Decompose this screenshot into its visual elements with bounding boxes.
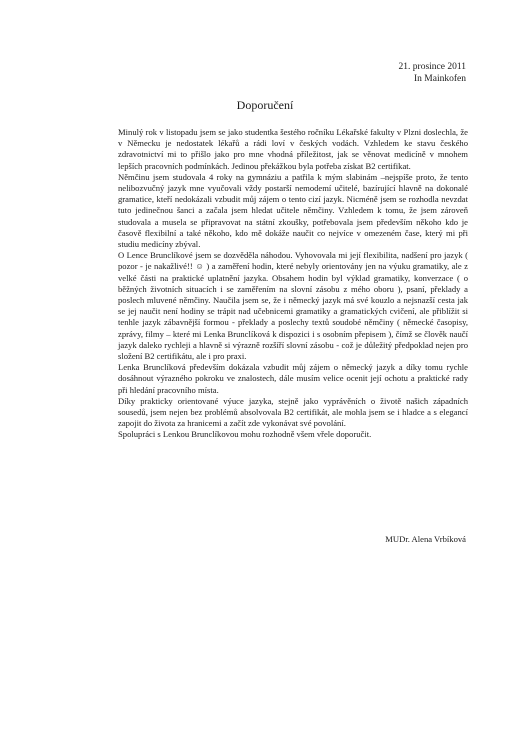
- paragraph-about-teacher: O Lence Brunclíkové jsem se dozvěděla náhodou. Vyhovovala mi její flexibilita, nadšení pro jazyk ( pozor - je nakažlivé!! ☺ ) a zaměření hodin, které nebyly orientovány jen na výuku gramatiky, ale z velké části na praktické uplatnění jazyka. Obsahem hodin byl výklad gramatiky, konverzace ( o běžných životních situacích i se zaměřením na slovní zásobu z mého oboru ), psaní, překlady a poslech mluvené němčiny. Naučila jsem se, že i německý jazyk má své kouzlo a nejsnazší cesta jak se jej naučit není hodiny se trápit nad učebnicemi gramatiky a gramatických cvičení, ale přiblížit si tenhle jazyk zábavnější formou - překlady a poslechy textů soudobé němčiny ( německé časopisy, zprávy, filmy – které mi Lenka Brunclíková k dispozici i s osobním přepisem ), čímž se člověk naučí jazyk daleko rychleji a hlavně si výrazně rozšíří slovní zásobu - což je důležitý předpoklad nejen pro složení B2 certifikátu, ale i pro praxi.: [118, 250, 468, 362]
- signature-name: MUDr. Alena Vrbíková: [385, 534, 466, 544]
- paragraph-german-study: Němčinu jsem studovala 4 roky na gymnáziu a patřila k mým slabinám –nejspíše proto, že tento nelibozvučný jazyk mne vyučovali vždy postarší nemodemí učitelé, bazírující hlavně na dokonalé gramatice, kteří nedokázali vzbudit můj zájem o tento cizí jazyk. Nicméně jsem se rozhodla nevzdat tuto jedinečnou šanci a začala jsem hledat učitele němčiny. Vzhledem k tomu, že jsem zároveň studovala a musela se připravovat na státní zkoušky, potřebovala jsem především někoho kdo je časově flexibilní a také někoho, kdo mě dokáže naučit co nejvíce v omezeném čase, který mi při studiu medicíny zbýval.: [118, 171, 468, 250]
- paragraph-progress: Lenka Brunclíková především dokázala vzbudit můj zájem o německý jazyk a díky tomu rychle dosáhnout výrazného pokroku ve znalostech, dále musím velice ocenit její ochotu a praktické rady při hledání pracovního místa.: [118, 362, 468, 395]
- paragraph-outcome: Díky prakticky orientované výuce jazyka, stejně jako vyprávěních o životě našich západních sousedů, jsem nejen bez problémů absolvovala B2 certifikát, ale mohla jsem se i hladce a s elegancí zapojit do života za hranicemi a začít zde vykonávat své povolání.: [118, 395, 468, 429]
- letter-body: [118, 127, 468, 441]
- paragraph-recommendation: Spolupráci s Lenkou Brunclíkovou mohu rozhodně všem vřele doporučit.: [118, 429, 372, 440]
- date-place-block: [399, 62, 466, 85]
- paragraph-intro: Minulý rok v listopadu jsem se jako studentka šestého ročníku Lékařské fakulty v Plzni doslechla, že v Německu je nedostatek lékařů a rádi loví v českých vodách. Vzhledem ke stavu českého zdravotnictví mi to přišlo jako pro mne vhodná příležitost, jak se věnovat medicíně v mnohem lepších pracovních podmínkách. Jedinou překážkou byla potřeba získat B2 certifikat.: [118, 127, 468, 171]
- document-title: Doporučení: [236, 98, 294, 112]
- place-line: In Mainkofen: [414, 73, 466, 84]
- date-line: 21. prosince 2011: [398, 62, 466, 72]
